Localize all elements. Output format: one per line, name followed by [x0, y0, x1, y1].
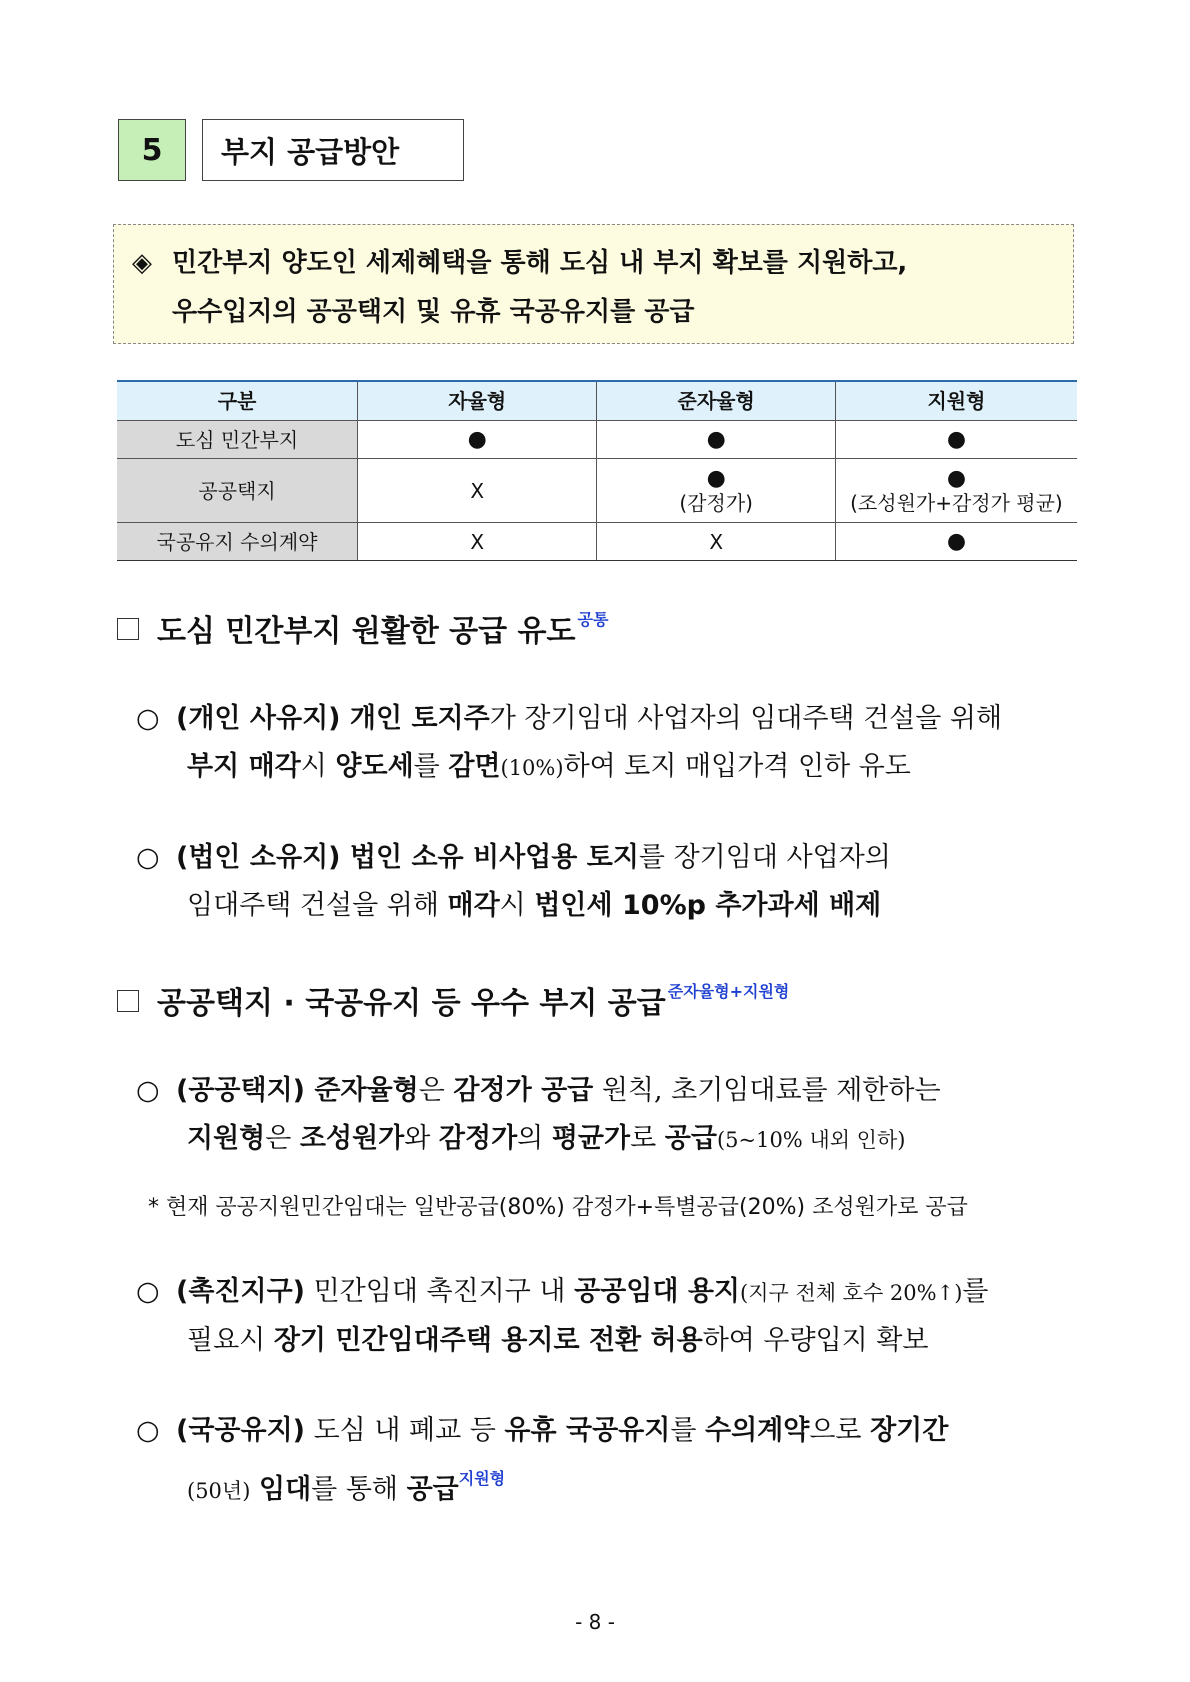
checkbox-square-icon [117, 618, 139, 640]
body-text: 은 [265, 1123, 300, 1154]
emphasis-text: 양도세 [335, 751, 414, 782]
row-label: 공공택지 [117, 459, 358, 523]
body-text: 를 [670, 1415, 705, 1446]
small-text: (10%) [500, 756, 564, 780]
emphasis-text: 유휴 국공유지 [504, 1415, 671, 1446]
heading-text: 도심 민간부지 원활한 공급 유도 [157, 614, 576, 649]
cell-note: (조성원가+감정가 평균) [850, 490, 1063, 515]
body-text: 원칙, 초기임대료를 제한하는 [593, 1075, 941, 1106]
cell-mark: ● [706, 465, 726, 491]
emphasis-text: 감면 [448, 751, 501, 782]
heading-public-land [117, 978, 789, 1022]
summary-box [113, 224, 1074, 344]
emphasis-text: 지원형 [187, 1123, 266, 1154]
item-state-land [136, 1407, 1096, 1515]
body-text: 를 통해 [311, 1474, 407, 1505]
heading-tag: 공통 [577, 610, 609, 629]
body-text [250, 1474, 259, 1505]
cell-mark: ● [946, 529, 967, 554]
emphasis-text: 감정가 [438, 1123, 518, 1154]
circle-bullet-icon: ○ [136, 1415, 160, 1446]
body-text: 도심 내 폐교 등 [305, 1415, 505, 1446]
table-header: 준자율형 [597, 381, 835, 421]
cell-mark: X [470, 529, 485, 554]
emphasis-text: 조성원가 [299, 1123, 405, 1154]
body-text: 를 장기임대 사업자의 [638, 842, 891, 873]
emphasis-text: (국공유지) [176, 1415, 306, 1446]
row-label: 국공유지 수의계약 [117, 523, 358, 561]
small-text: (50년) [187, 1479, 251, 1503]
footnote: * 현재 공공지원민간임대는 일반공급(80%) 감정가+특별공급(20%) 조성원가로 공급 [148, 1195, 968, 1220]
section-number: 5 [118, 119, 186, 181]
summary-line-2: 우수입지의 공공택지 및 유휴 국공유지를 공급 [172, 297, 695, 327]
body-text: 으로 [809, 1415, 871, 1446]
body-text: 하여 토지 매입가격 인하 유도 [563, 751, 911, 782]
body-text: 필요시 [187, 1325, 274, 1356]
table-header: 지원형 [835, 381, 1077, 421]
emphasis-text: 감정가 공급 [453, 1075, 594, 1106]
page-number: - 8 - [575, 1610, 615, 1634]
body-text: 가 장기임대 사업자의 임대주택 건설을 위해 [489, 703, 1003, 734]
emphasis-text: 공공임대 용지 [574, 1276, 740, 1307]
emphasis-text: 법인세 10%p 추가과세 배제 [534, 890, 882, 921]
table-row [117, 421, 1077, 459]
body-text: 임대주택 건설을 위해 [187, 890, 448, 921]
item-public-housing-land [136, 1067, 1096, 1164]
emphasis-text: 평균가 [551, 1123, 631, 1154]
emphasis-text: 공급 [664, 1123, 717, 1154]
heading-tag: 준자율형+지원형 [667, 982, 790, 1001]
table-row [117, 459, 1077, 523]
item-promotion-district [136, 1268, 1096, 1365]
cell-mark: X [709, 529, 724, 554]
cell-mark: ● [946, 465, 967, 491]
circle-bullet-icon: ○ [136, 1276, 160, 1307]
table-row [117, 523, 1077, 561]
body-text: 민간임대 촉진지구 내 [305, 1276, 575, 1307]
comparison-table [117, 380, 1077, 561]
emphasis-text: (촉진지구) [176, 1276, 306, 1307]
emphasis-text: (개인 사유지) 개인 토지주 [176, 703, 490, 734]
item-individual-land [136, 695, 1096, 792]
emphasis-text: (공공택지) 준자율형 [176, 1075, 419, 1106]
emphasis-text: 장기간 [870, 1415, 949, 1446]
body-text: 로 [630, 1123, 665, 1154]
small-text: (5~10% 내외 인하) [716, 1128, 906, 1152]
small-text: (지구 전체 호수 20%↑) [740, 1281, 963, 1305]
diamond-bullet-icon: ◈ [132, 248, 152, 278]
checkbox-square-icon [117, 990, 139, 1012]
body-text: 를 [962, 1276, 989, 1307]
emphasis-text: (법인 소유지) 법인 소유 비사업용 토지 [176, 842, 639, 873]
heading-private-land [117, 606, 608, 650]
row-label: 도심 민간부지 [117, 421, 358, 459]
body-text: 와 [404, 1123, 439, 1154]
body-text: 의 [517, 1123, 552, 1154]
body-text: 시 [300, 751, 336, 782]
emphasis-text: 부지 매각 [187, 751, 301, 782]
cell-mark: ● [706, 427, 726, 452]
circle-bullet-icon: ○ [136, 703, 160, 734]
cell-mark: X [470, 478, 485, 503]
body-text: 하여 우량입지 확보 [702, 1325, 929, 1356]
emphasis-text: 공급 [406, 1474, 459, 1505]
circle-bullet-icon: ○ [136, 842, 160, 873]
emphasis-text: 임대 [259, 1474, 312, 1505]
item-tag: 지원형 [458, 1469, 506, 1488]
cell-mark: ● [467, 427, 487, 452]
circle-bullet-icon: ○ [136, 1075, 160, 1106]
cell-note: (감정가) [679, 490, 753, 515]
table-header: 구분 [117, 381, 358, 421]
emphasis-text: 매각 [447, 890, 500, 921]
body-text: 시 [499, 890, 535, 921]
section-title: 부지 공급방안 [202, 119, 464, 181]
emphasis-text: 수의계약 [705, 1415, 810, 1446]
cell-mark: ● [946, 427, 967, 452]
table-header: 자율형 [358, 381, 597, 421]
emphasis-text: 장기 민간임대주택 용지로 전환 허용 [273, 1325, 703, 1356]
summary-line-1: 민간부지 양도인 세제혜택을 통해 도심 내 부지 확보를 지원하고, [172, 248, 908, 278]
heading-text: 공공택지 · 국공유지 등 우수 부지 공급 [157, 986, 666, 1021]
body-text: 은 [418, 1075, 454, 1106]
item-corporate-land [136, 834, 1096, 930]
body-text: 를 [413, 751, 449, 782]
